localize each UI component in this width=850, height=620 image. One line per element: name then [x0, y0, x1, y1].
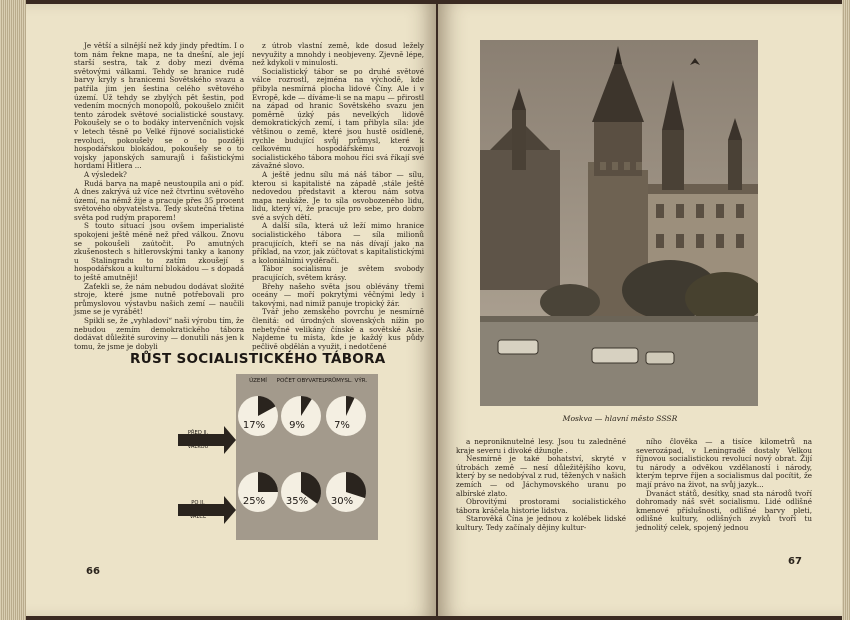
paragraph: Tvář jeho zemského povrchu je nesmírně členitá: od úrodných slovenských nížin po nebetyčné velikány čínské a sovětské Asie. Najdeme tu místa, kde je každý kus půdy pečlivě obdělán a využit, i nedotčené: [252, 307, 424, 351]
pie-value-label: 35%: [285, 496, 309, 507]
column-headers: [249, 377, 367, 384]
column-header: PRŮMYSL. VÝR.: [324, 378, 368, 384]
paragraph: Socialistický tábor se po druhé světové válce rozrostl, zejména na východě, kde přibyla nesmírná plocha lidové Číny. Ale i v Evropě, kde — díváme-li se na mapu — přirostl na západ od hranic Sovětského svazu jen poměrně úzký pás nevelkých lidově demokratických zemí, i tam přibyla síla: jde většinou o země, které jsou hustě osídlené, rychle budující svůj průmysl, které k celkovému hospodářskému rozvoji socialistického tábora mohou říci svá říkají své závažné slovo.: [252, 66, 424, 171]
pie-chart: [178, 374, 378, 540]
page-number: 66: [86, 566, 100, 577]
paragraph: Dvanáct států, desítky, snad sta národů tvoří dohromady náš svět socialismu. Lidé odlišné kmenové příslušnosti, odlišné barvy pleti, odlišné kultury, odlišných zvyků tvoří tu jednolitý celek, spojený jednou: [636, 488, 812, 532]
right-column-2: [636, 438, 812, 533]
paragraph: ního člověka — a tisíce kilometrů na severozápad, v Leningradě dostaly Velkou říjnovou socialistickou revolucí nový obrat. Žijí tu národy a odvěkou vzdělaností i národy, kterým teprve říjen a socialismus dal pocítit, že mají právo na život, na svůj jazyk...: [636, 437, 812, 489]
pie-value-label: 30%: [330, 496, 354, 507]
paragraph: a neproniknutelné lesy. Jsou tu zaledněné kraje severu i divoké džungle .: [456, 437, 626, 455]
photo-caption: Moskva — hlavní město SSSR: [562, 414, 678, 423]
moscow-kremlin-photo: [480, 40, 758, 406]
pie-value-label: 25%: [242, 496, 266, 507]
paragraph: Rudá barva na mapě neustoupila ani o píď. A dnes zakrývá už více než čtvrtinu světového území, na němž žije a pracuje přes 35 procent světového obyvatelstva. Tedy skutečná třetina světa pod rudým praporem!: [74, 178, 244, 222]
paragraph: A další síla, která už leží mimo hranice socialistického tábora — síla milionů pracujících, kteří se na nás dívají jako na příklad, na vzor, jak zúčtovat s kapitalistickými a koloniálními vyděrači.: [252, 221, 424, 265]
paragraph: S touto situací jsou ovšem imperialisté spokojeni ještě méně než před válkou. Znovu se pokoušeli zaútočit. Po amutných zkušenostech s hitlerovskými tanky a kanony u Stalingradu to zatím zkoušejí s hospodářskou a kulturní blokádou — s dopadá to ještě amutněji!: [74, 221, 244, 283]
pie-value-label: 9%: [289, 420, 305, 431]
pie-value-label: 17%: [242, 420, 266, 431]
paragraph: Spikli se, že „vyhladoví“ naši výrobu tím, že nebudou zemím demokratického tábora dodávat důležité suroviny — donutili nás jen k tomu, že jsme je dobyli: [74, 316, 244, 351]
paragraph: Nesmírně je také bohatství, skryté v útrobách země — nesí důležitějšího kovu, který by se nedobýval z rud, těžených v našich zemích — od Jáchymovského uranu po albírské zlato.: [456, 454, 626, 498]
right-page-edges: [842, 0, 850, 620]
paragraph: A ještě jednu sílu má náš tábor — sílu, kterou si kapitalisté na západě ,stále ještě nedovedou představit a kterou nám sotva mapa neukáže. Je to síla osvobozeného lidu, lidu, který ví, že pracuje pro sebe, pro dobro své a svých dětí.: [252, 169, 424, 222]
column-header: POČET OBYVATEL: [276, 378, 326, 384]
page-number: 67: [788, 556, 802, 567]
row-label-line: PO II.: [191, 500, 205, 506]
left-column-2: [252, 42, 424, 351]
paragraph: A výsledek?: [84, 169, 127, 179]
left-column-1: [74, 42, 244, 351]
left-page-edges: [0, 0, 26, 620]
row-label-line: PŘED II.: [187, 430, 209, 436]
paragraph: Starověká Čína je jednou z kolébek lidské kultury. Tedy začínaly dějiny kultur-: [456, 514, 626, 532]
paragraph: Zaťekli se, že nám nebudou dodávat složité stroje, které jsme nutně potřebovali pro průmyslovou výstavbu našich zemí — naučili jsme se je vyrábět!: [74, 281, 244, 317]
column-header: ÚZEMÍ: [249, 378, 267, 384]
paragraph: Břehy našeho světa jsou oblévány třemi oceány — moří pokrytými věčnými ledy i takovými, nad nimiž panuje tropický žár.: [252, 281, 424, 308]
chart-title: RŮST SOCIALISTICKÉHO TÁBORA: [130, 351, 386, 367]
paragraph: Obrovitými prostorami socialistického tábora kráčela historie lidstva.: [456, 497, 626, 515]
right-column-1: [456, 438, 626, 533]
row-label-line: VÁLCE: [189, 514, 207, 520]
arrow-after: [178, 496, 236, 524]
pie-value-label: 7%: [334, 420, 350, 431]
paragraph: z útrob vlastní země, kde dosud ležely nevyužity a mnohdy i neobjeveny. Zjevně lépe, než kdykoli v minulosti.: [252, 41, 424, 68]
row-label-line: VÁLKOU: [187, 444, 209, 450]
paragraph: Je větší a silnější než kdy jindy předtím. I o tom nám řekne mapa, ne ta dnešní, ale její starší sestra, tak z doby mezi dvěma světovými válkami. Tehdy se hranice rudě barvy kryly s hranicemi Sovětského svazu a patřila jim jen šestina celého světového území. Už tehdy se zbylých pět šestin, pod vedením mocných monopolů, pokoušelo zničit tento zárodek světové socialistické soustavy. Pokoušely se o to bodáky intervenčních vojsk v letech těsně po Velké říjnové socialistické revoluci, pokoušely se o to později hospodářskou blokádou, pokoušely se o to vojsky japonských samurajů i fašistickými hordami Hitlera ...: [74, 41, 244, 171]
paragraph: Tábor socialismu je světem svobody pracujících, světem krásy.: [252, 264, 424, 283]
